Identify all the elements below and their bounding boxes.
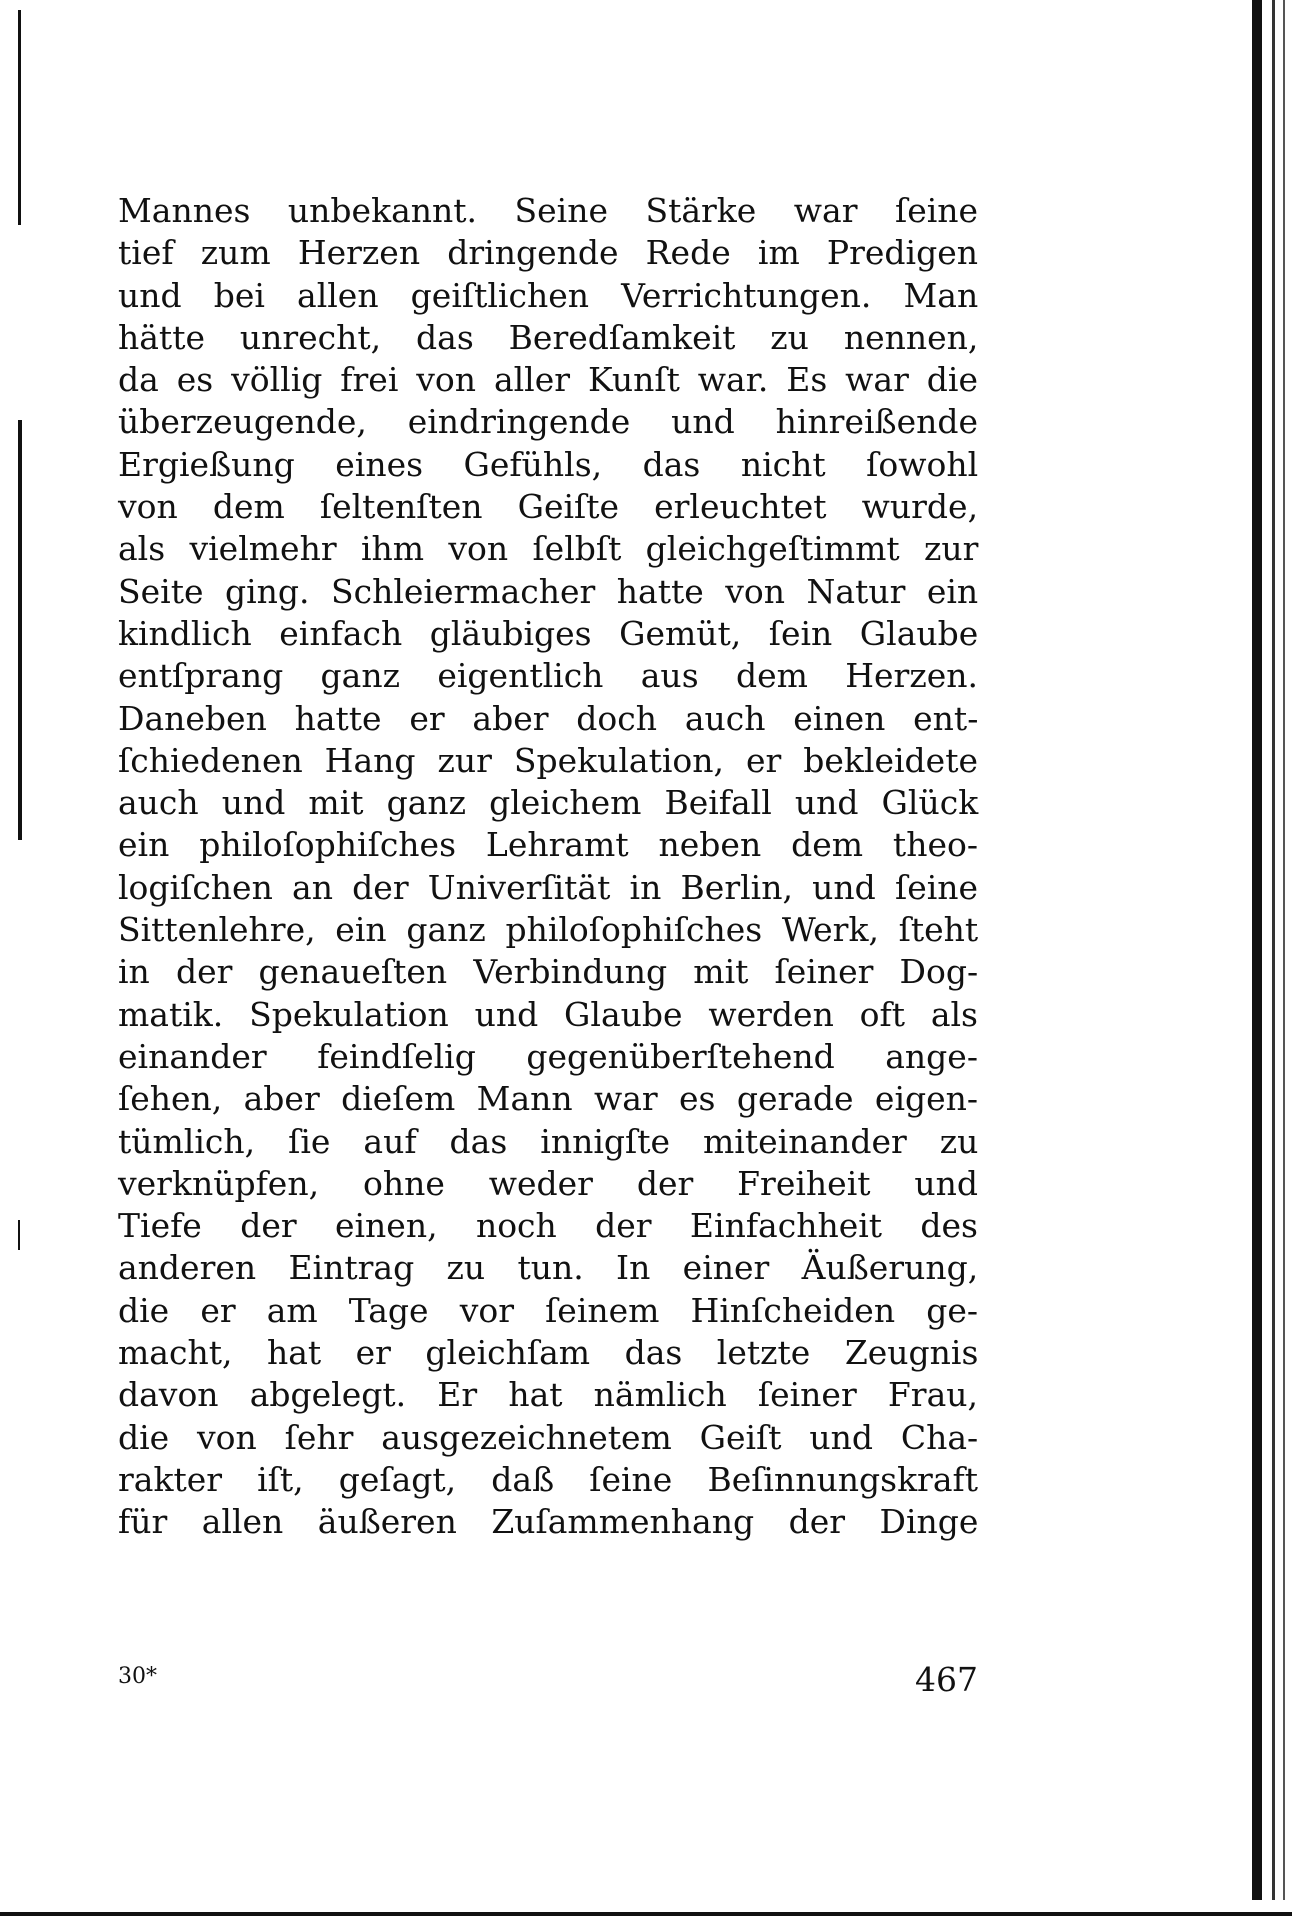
text-line: davon abgelegt. Er hat nämlich ſeiner Frau, (118, 1375, 978, 1415)
text-line: matik. Spekulation und Glaube werden oft als (118, 994, 978, 1034)
text-line: ſehen, aber dieſem Mann war es gerade eigen- (118, 1079, 979, 1119)
text-line: Daneben hatte er aber doch auch einen ent- (118, 698, 979, 738)
scan-edge-mark (18, 420, 22, 840)
text-line: Ergießung eines Gefühls, das nicht ſowohl (118, 444, 979, 484)
text-line: rakter iſt, geſagt, daß ſeine Beſinnungskraft (118, 1459, 978, 1499)
text-line: von dem ſeltenſten Geiſte erleuchtet wurde, (118, 487, 979, 527)
text-line: überzeugende, eindringende und hinreißende (118, 402, 979, 442)
text-line: verknüpfen, ohne weder der Freiheit und (118, 1163, 979, 1203)
text-line: einander feindſelig gegenüberſtehend ange- (118, 1036, 978, 1076)
text-line: die von ſehr ausgezeichnetem Geiſt und Cha- (118, 1417, 979, 1457)
text-line: logiſchen an der Univerſität in Berlin, und ſeine (118, 867, 979, 907)
scan-edge-mark (18, 10, 21, 225)
scan-edge-mark (18, 1220, 20, 1250)
page-footer (118, 1660, 978, 1700)
text-line: ſchiedenen Hang zur Spekulation, er bekleidete (118, 740, 978, 780)
text-line: die er am Tage vor ſeinem Hinſcheiden ge- (118, 1290, 978, 1330)
text-line: da es völlig frei von aller Kunſt war. Es war die (118, 360, 978, 400)
text-line: für allen äußeren Zuſammenhang der Dinge (118, 1502, 979, 1542)
scan-bottom-edge (0, 1912, 1292, 1916)
text-line: Mannes unbekannt. Seine Stärke war ſeine (118, 191, 979, 230)
text-line: auch und mit ganz gleichem Beifall und Glück (118, 783, 979, 823)
text-line: Sittenlehre, ein ganz philoſophiſches Werk, ſteht (118, 910, 979, 950)
text-line: hätte unrecht, das Beredſamkeit zu nennen, (118, 317, 979, 357)
text-line: kindlich einfach gläubiges Gemüt, ſein Glaube (118, 613, 979, 653)
text-line: ein philoſophiſches Lehramt neben dem theo- (118, 825, 978, 865)
text-line: in der genaueſten Verbindung mit ſeiner Dog- (118, 952, 979, 992)
binding-edge-line (1272, 0, 1275, 1900)
binding-edge (1252, 0, 1262, 1900)
text-line: als vielmehr ihm von ſelbſt gleichgeſtimmt zur (118, 529, 979, 569)
page-number: 467 (915, 1660, 978, 1699)
signature-mark: 30* (118, 1664, 157, 1689)
body-text (118, 190, 978, 1544)
text-line: macht, hat er gleichſam das letzte Zeugnis (118, 1333, 979, 1373)
text-line: Tiefe der einen, noch der Einfachheit des (118, 1206, 978, 1246)
binding-edge-line (1283, 0, 1285, 1900)
text-line: tümlich, ſie auf das innigſte miteinander zu (118, 1121, 979, 1161)
text-line: tief zum Herzen dringende Rede im Predigen (118, 233, 978, 273)
text-line: Seite ging. Schleiermacher hatte von Natur ein (118, 571, 979, 611)
text-line: und bei allen geiſtlichen Verrichtungen. Man (118, 275, 979, 315)
text-line: entſprang ganz eigentlich aus dem Herzen. (118, 656, 978, 696)
text-line: anderen Eintrag zu tun. In einer Äußerung, (118, 1248, 979, 1288)
